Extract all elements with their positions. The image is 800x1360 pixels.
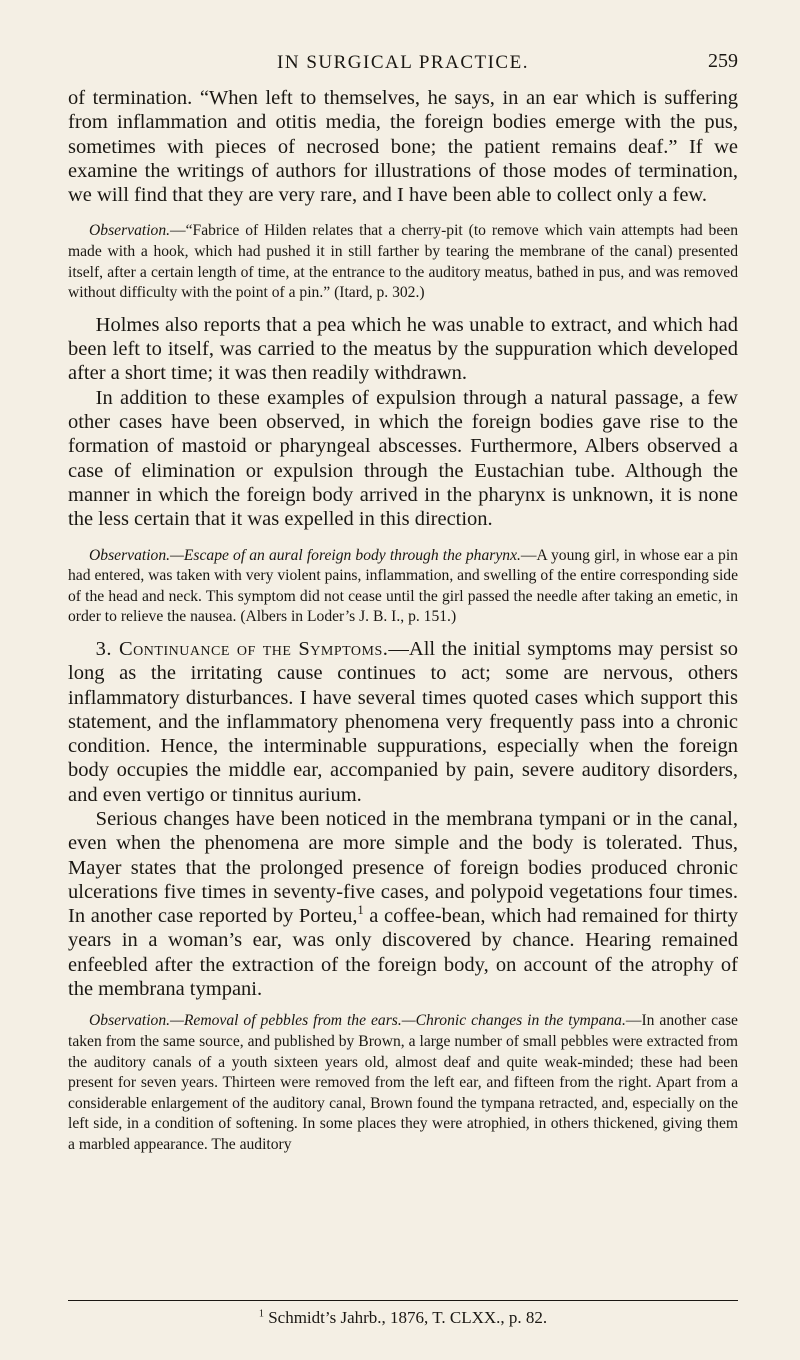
- running-head: IN SURGICAL PRACTICE.: [277, 52, 529, 73]
- footnote: [68, 1308, 738, 1328]
- footnote-marker: 1: [258, 1308, 264, 1320]
- observation-label: Observation.—Escape of an aural foreign body through the pharynx.: [89, 546, 521, 564]
- page-number: 259: [708, 50, 738, 72]
- section-heading: 3. Continuance of the Symptoms.: [95, 637, 389, 660]
- observation-pharynx: [68, 546, 738, 628]
- footnote-reference: 1: [357, 903, 364, 918]
- page-header: [68, 52, 738, 82]
- section-text: —All the initial symptoms may persist so long as the irritating cause continues to act; some are nervous, others inflammatory disturbances. I have several times quoted cases which support this statement, and the inflammatory phenomena very frequently pass into a chronic condition. Hence, the interminable suppurations, especially when the foreign body occupies the middle ear, accompanied by pain, severe auditory disorders, and even vertigo or tinnitus aurium.: [68, 637, 738, 806]
- section-continuance: [68, 637, 738, 807]
- observation-text: —“Fabrice of Hilden relates that a cherry-pit (to remove which vain attempts had been made with a hook, which had pushed it in still farther by tearing the membrane of the canal) presented itself, after a certain length of time, at the entrance to the auditory meatus, bathed in pus, and was removed without difficulty with the point of a pin.” (Itard, p. 302.): [68, 222, 738, 302]
- paragraph-serious-changes: Serious changes have been noticed in the membrana tympani or in the canal, even when the phenomena are more simple and the body is tolerated. Thus, Mayer states that the prolonged presence of foreign bodies produced chronic ulcerations five times in seventy-five cases, and polypoid vegetations four times. In another case reported by Porteu,$^1$ a coffee-bean, which had remained for thirty years in a woman’s ear, was only discovered by chance. Hearing remained enfeebled after the extraction of the foreign body, on account of the atrophy of the membrana tympani.: [68, 807, 738, 1001]
- footnote-text: Schmidt’s Jahrb., 1876, T. CLXX., p. 82.: [263, 1308, 548, 1327]
- paragraph-holmes: Holmes also reports that a pea which he was unable to extract, and which had been left to itself, was carried to the meatus by the suppuration which developed after a short time; it was then readily withdrawn.: [68, 313, 738, 385]
- observation-label: Observation.: [89, 222, 171, 240]
- footnote-divider: [68, 1300, 738, 1301]
- observation-pebbles: [68, 1011, 738, 1155]
- observation-label: Observation.—Removal of pebbles from the ears.—Chronic changes in the tympana.: [89, 1012, 626, 1030]
- observation-cherry-pit: [68, 221, 738, 303]
- observation-text: —A young girl, in whose ear a pin had entered, was taken with very violent pains, inflammation, and swelling of the entire corresponding side of the head and neck. This symptom did not cease until the girl passed the needle after taking an emetic, in order to relieve the nausea. (Albers in Loder’s J. B. I., p. 151.): [68, 546, 738, 626]
- paragraph-expulsion: In addition to these examples of expulsion through a natural passage, a few other cases have been observed, in which the foreign bodies gave rise to the formation of mastoid or pharyngeal abscesses. Furthermore, Albers observed a case of elimination or expulsion through the Eustachian tube. Although the manner in which the foreign body arrived in the pharynx is unknown, it is none the less certain that it was expelled in this direction.: [68, 386, 738, 531]
- observation-text: —In another case taken from the same source, and published by Brown, a large number of small pebbles were extracted from the auditory canals of a youth sixteen years old, almost deaf and quite weak-minded; these had been present for seven years. Thirteen were removed from the left ear, and fifteen from the right. Apart from a considerable enlargement of the auditory canal, Brown found the tympana retracted, and, especially on the left side, in a condition of softening. In some places they were atrophied, in others thickened, giving them a marbled appearance. The auditory: [68, 1012, 738, 1153]
- paragraph-termination: of termination. “When left to themselves, he says, in an ear which is suffering from inflammation and otitis media, the foreign bodies emerge with the pus, sometimes with pieces of necrosed bone; the patient remains deaf.” If we examine the writings of authors for illustrations of those modes of termination, we will find that they are very rare, and I have been able to collect only a few.: [68, 87, 738, 207]
- body-text: [68, 86, 738, 1156]
